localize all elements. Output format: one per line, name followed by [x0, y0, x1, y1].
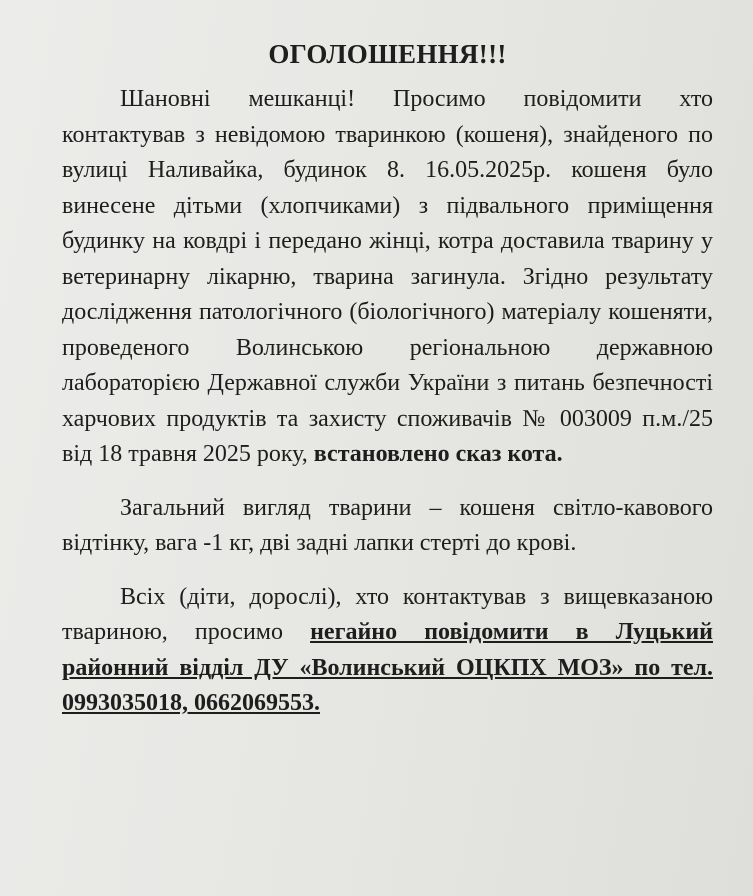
- notice-paragraph-1: [62, 82, 713, 473]
- rabies-statement: встановлено сказ кота.: [313, 441, 563, 467]
- paragraph-1-text: Шановні мешканці! Просимо повідомити хто контактував з невідомою тваринкою (кошеня), знайденого по вулиці Наливайка, будинок 8. 16.05.2025р. кошеня було винесене дітьми (хлопчиками) з підвального приміщення будинку на ковдрі і передано жінці, котра доставила тварину у ветеринарну лікарню, тварина загинула. Згідно результату дослідження патологічного (біологічного) матеріалу кошеняти, проведеного Волинською регіональною державною лабораторією Державної служби України з питань безпечності харчових продуктів та захисту споживачів № 003009 п.м./25 від 18 травня 2025 року,: [62, 86, 713, 467]
- notice-paragraph-2: [62, 491, 713, 562]
- notice-paragraph-3: [62, 580, 713, 722]
- contact-instruction: негайно повідомити в Луцький районний відділ ДУ «Волинський ОЦКПХ МОЗ» по тел. 0993035018, 0662069553.: [62, 619, 713, 716]
- notice-title: ОГОЛОШЕННЯ!!!: [268, 39, 507, 69]
- paragraph-3-text: Всіх (діти, дорослі), хто контактував з вищевказаною твариною, просимо: [62, 583, 713, 645]
- paragraph-2-text: Загальний вигляд тварини – кошеня світло-кавового відтінку, вага -1 кг, дві задні лапки стерті до крові.: [62, 494, 713, 556]
